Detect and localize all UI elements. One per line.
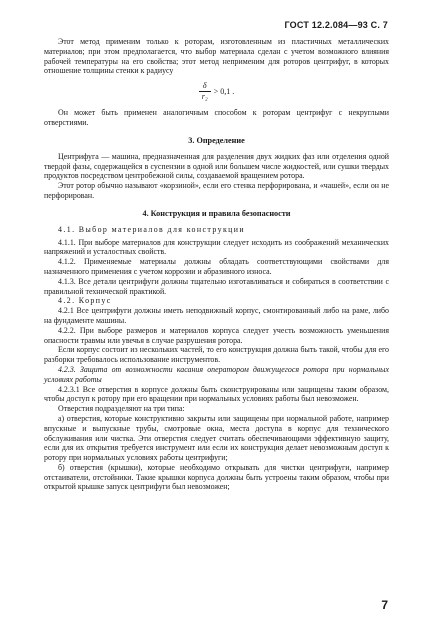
formula-numerator: δ xyxy=(202,81,207,91)
paragraph-4-2-3-1: 4.2.3.1 Все отверстия в корпусе должны быть сконструированы или защищены таким образом, чтобы доступ к ротору при его вращении при нормальных условиях работы был невозможен. xyxy=(44,384,389,404)
after-formula-paragraph: Он может быть применен аналогичным способом к роторам центрифуг с некруглыми отверстиями. xyxy=(44,108,389,127)
paragraph-4-1-1: 4.1.1. При выборе материалов для конструкции следует исходить из соображений механических напряжений и усталостных свойств. xyxy=(44,237,389,257)
paragraph-4-2-2b: Если корпус состоит из нескольких частей, то его конструкция должна быть такой, чтобы для его разборки требовалось использование инструментов. xyxy=(44,345,389,365)
paragraph-openings-types: Отверстия подразделяют на три типа: xyxy=(58,404,185,414)
section-3-title: 3. Определение xyxy=(188,135,245,145)
section-4-title: 4. Конструкция и правила безопасности xyxy=(142,208,291,218)
formula-denominator: r₂ xyxy=(201,92,208,102)
page-header: ГОСТ 12.2.084—93 С. 7 xyxy=(284,20,388,30)
formula-fraction xyxy=(199,81,211,101)
page-content xyxy=(44,37,389,492)
intro-paragraph: Этот метод применим только к роторам, изготовленным из пластичных металлических материалов; при этом предполагается, что выбор материала сделан с учетом возможного влияния рабочей температуры на его свойства; этот метод неприменим для роторов центрифуг, в которых отношение толщины стенки к радиусу xyxy=(44,37,389,76)
paragraph-4-2-1: 4.2.1 Все центрифуги должны иметь неподвижный корпус, смонтированный либо на раме, либо на фундаменте машины. xyxy=(44,306,389,325)
section-3-paragraph: Центрифуга — машина, предназначенная для разделения двух жидких фаз или отделения одной твердой фазы, содержащейся в суспензии в одной или большем числе жидкостей, или сушки твердых продуктов посредством центробежной силы, создаваемой вращением ротора. xyxy=(44,151,389,181)
formula xyxy=(44,80,389,102)
subsection-4-2-title: 4.2. Корпус xyxy=(58,296,112,306)
paragraph-item-a: а) отверстия, которые конструктивно закрыты или защищены при нормальной работе, например впускные и выпускные трубы, смотровые окна, места доступа в корпус для технического обслуживания или чистка. Эти отверстия следует считать обеспечивающими эффективную защиту, если для их открытия требуется инструмент или если их конструкция делает невозможным доступ к ротору при нормальных условиях работы центрифуги; xyxy=(44,413,389,463)
paragraph-4-2-2: 4.2.2. При выборе размеров и материалов корпуса следует учесть возможность уменьшения опасности травмы или увечья в случае разрушения ротора. xyxy=(44,325,389,345)
formula-relation: > 0,1 . xyxy=(213,86,235,96)
page-number: 7 xyxy=(381,598,388,612)
subsection-4-2-3-title: 4.2.3. Защита от возможности касания оператором движущегося ротора при нормальных условиях работы xyxy=(44,364,389,384)
paragraph-4-1-3: 4.1.3. Все детали центрифуги должны тщательно изготавливаться и собираться в соответствии с правильной технической практикой. xyxy=(44,276,389,296)
paragraph-4-1-2: 4.1.2. Применяемые материалы должны обладать соответствующими свойствами для назначенного применения с учетом коррозии и абразивного износа. xyxy=(44,257,389,276)
paragraph-item-b: б) отверстия (крышки), которые необходимо открывать для чистки центрифуги, например отстаиватели, отстойники. Такие крышки корпуса должны быть устроены таким образом, чтобы при открытой крышке запуск центрифуги был невозможен; xyxy=(44,462,389,492)
section-3-paragraph: Этот ротор обычно называют «корзиной», если его стенка перфорирована, и «чашей», если он не перфорирован. xyxy=(44,181,389,200)
subsection-4-1-title: 4.1. Выбор материалов для конструкции xyxy=(58,224,246,234)
